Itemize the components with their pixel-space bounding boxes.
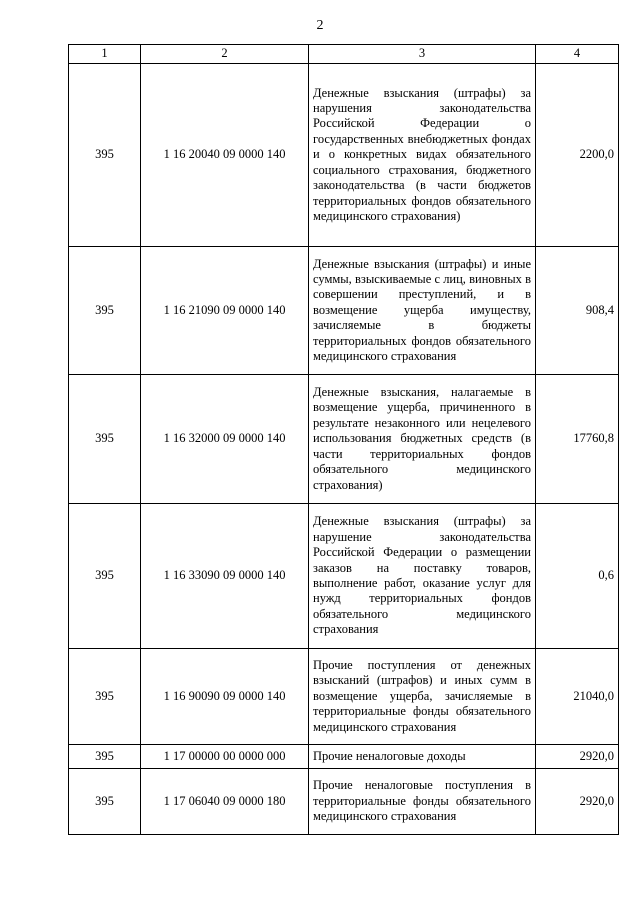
budget-code-cell: 1 16 20040 09 0000 140 xyxy=(141,64,309,247)
column-header: 3 xyxy=(309,45,536,64)
admin-code-cell: 395 xyxy=(69,375,141,504)
budget-code-cell: 1 16 32000 09 0000 140 xyxy=(141,375,309,504)
budget-code-cell: 1 16 90090 09 0000 140 xyxy=(141,649,309,745)
revenue-name-cell: Денежные взыскания, налагаемые в возмещение ущерба, причиненного в результате незаконного или нецелевого использования бюджетных средств (в части территориальных фондов обязательного медицинского страхования) xyxy=(309,375,536,504)
revenue-name-cell: Денежные взыскания (штрафы) за нарушения законодательства Российской Федерации о государственных внебюджетных фондах и о конкретных видах обязательного социального страхования, бюджетного законодательства (в части бюджетов территориальных фондов обязательного медицинского страхования) xyxy=(309,64,536,247)
admin-code-cell: 395 xyxy=(69,64,141,247)
table-row xyxy=(69,247,619,375)
budget-code-cell: 1 17 06040 09 0000 180 xyxy=(141,769,309,835)
amount-cell: 2200,0 xyxy=(536,64,619,247)
revenue-name-cell: Денежные взыскания (штрафы) за нарушение законодательства Российской Федерации о размещении заказов на поставку товаров, выполнение работ, оказание услуг для нужд территориальных фондов обязательного медицинского страхования xyxy=(309,504,536,649)
column-header: 2 xyxy=(141,45,309,64)
table-row xyxy=(69,504,619,649)
revenue-table xyxy=(68,44,619,835)
amount-cell: 17760,8 xyxy=(536,375,619,504)
table-row xyxy=(69,745,619,769)
amount-cell: 2920,0 xyxy=(536,769,619,835)
admin-code-cell: 395 xyxy=(69,504,141,649)
admin-code-cell: 395 xyxy=(69,247,141,375)
budget-code-cell: 1 16 21090 09 0000 140 xyxy=(141,247,309,375)
amount-cell: 2920,0 xyxy=(536,745,619,769)
table-row xyxy=(69,649,619,745)
table-row xyxy=(69,64,619,247)
column-header: 1 xyxy=(69,45,141,64)
header-row xyxy=(69,45,619,64)
amount-cell: 0,6 xyxy=(536,504,619,649)
table-row xyxy=(69,769,619,835)
revenue-name-cell: Денежные взыскания (штрафы) и иные суммы, взыскиваемые с лиц, виновных в совершении преступлений, и в возмещение ущерба имуществу, зачисляемые в бюджеты территориальных фондов обязательного медицинского страхования xyxy=(309,247,536,375)
budget-code-cell: 1 17 00000 00 0000 000 xyxy=(141,745,309,769)
admin-code-cell: 395 xyxy=(69,769,141,835)
table-row xyxy=(69,375,619,504)
page-number: 2 xyxy=(316,18,324,33)
admin-code-cell: 395 xyxy=(69,745,141,769)
revenue-name-cell: Прочие неналоговые доходы xyxy=(309,745,536,769)
budget-code-cell: 1 16 33090 09 0000 140 xyxy=(141,504,309,649)
amount-cell: 908,4 xyxy=(536,247,619,375)
revenue-name-cell: Прочие поступления от денежных взысканий (штрафов) и иных сумм в возмещение ущерба, зачисляемые в территориальные фонды обязательного медицинского страхования xyxy=(309,649,536,745)
admin-code-cell: 395 xyxy=(69,649,141,745)
column-header: 4 xyxy=(536,45,619,64)
amount-cell: 21040,0 xyxy=(536,649,619,745)
revenue-name-cell: Прочие неналоговые поступления в территориальные фонды обязательного медицинского страхования xyxy=(309,769,536,835)
